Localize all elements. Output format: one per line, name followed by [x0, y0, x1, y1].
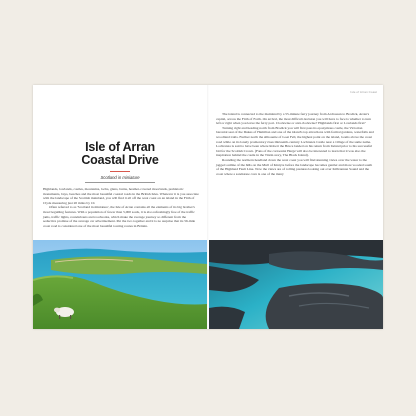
title-line-2: Coastal Drive: [81, 153, 159, 167]
left-column: [43, 187, 199, 228]
rocky-shore-photo: [209, 240, 383, 329]
right-column: [216, 112, 374, 176]
running-head: Isle of Arran Coast: [350, 90, 377, 94]
subtitle-rule: [85, 182, 155, 183]
left-paragraph: Highlands, lowlands, castles, mountains, lochs, glens, burns, heather-covered moorlands, prehistoric monuments, bays, beaches and the most beautiful coastal roads in the British Isles. Whatever it is you associate with the landscape of the Scottish mainland, you will find it all off the west coast on an island in the Firth of Clyde measuring just 20 miles by 10.: [43, 187, 199, 205]
right-paragraph: The island is connected to the mainland by a 55-minute ferry journey from Ardrossan to Brodick, Arran's capital, across the Firth of Forth. On arrival, the most difficult decision you will have to face is whether to turn left or right when you leave the ferry port. Clockwise or anti-clockwise? Highlands first or Lowlands first?: [216, 112, 371, 126]
rocks-image: [209, 240, 383, 329]
article-subtitle: Scotland in miniature: [100, 175, 140, 180]
article-title: [33, 141, 207, 167]
coastal-headland-photo: [33, 240, 207, 329]
title-accent-rule: [110, 171, 130, 172]
book-spread: [33, 85, 383, 329]
left-paragraph: Often referred to as 'Scotland in miniature', the Isle of Arran contains all the elements of its big brother's most beguiling features. With a population of fewer than 5,000 souls, it is also refreshingly free of the traffic jams, traffic lights, roundabouts and roadworks, which make the average journey so different from the seductive promise of the average car advertisement. Put the two together and it is no surprise that its 56-mile coast road is considered one of the most beautiful touring routes in Britain.: [43, 205, 196, 228]
headland-image: [33, 240, 207, 329]
title-line-1: Isle of Arran: [85, 140, 155, 154]
right-paragraph: Rounding the northern headland down the west coast you will find stunning views over the water to the jagged outline of the hills on the Mull of Kintyre before the landscape becomes gentler and more wooded south of the Highland Fault Line. Now the views are of rolling pastures looking out over Kilbrannan Sound and the coast where a sandstone cave is one of the many: [216, 157, 373, 176]
right-paragraph: Turning right and heading north from Brodick you will first pass its eponymous castle, the Victorian baronial seat of the Dukes of Hamilton and one of the island's top attractions with formal gardens, waterfalls and woodland trails. Further north the silhouette of Goat Fell, the highest point on the island, looms above the coast road while on its lonely promontory rises thirteenth-century Lochranza Castle near a village of the same name. Lochranza is said to have been where Robert the Bruce landed on his return from Ireland prior to his successful bid for the Scottish Crown. (Fans of the cartoonist Hergé will also be interested to learn that it was also the inspiration behind the castle in the Tintin story, The Black Island).: [216, 125, 374, 158]
